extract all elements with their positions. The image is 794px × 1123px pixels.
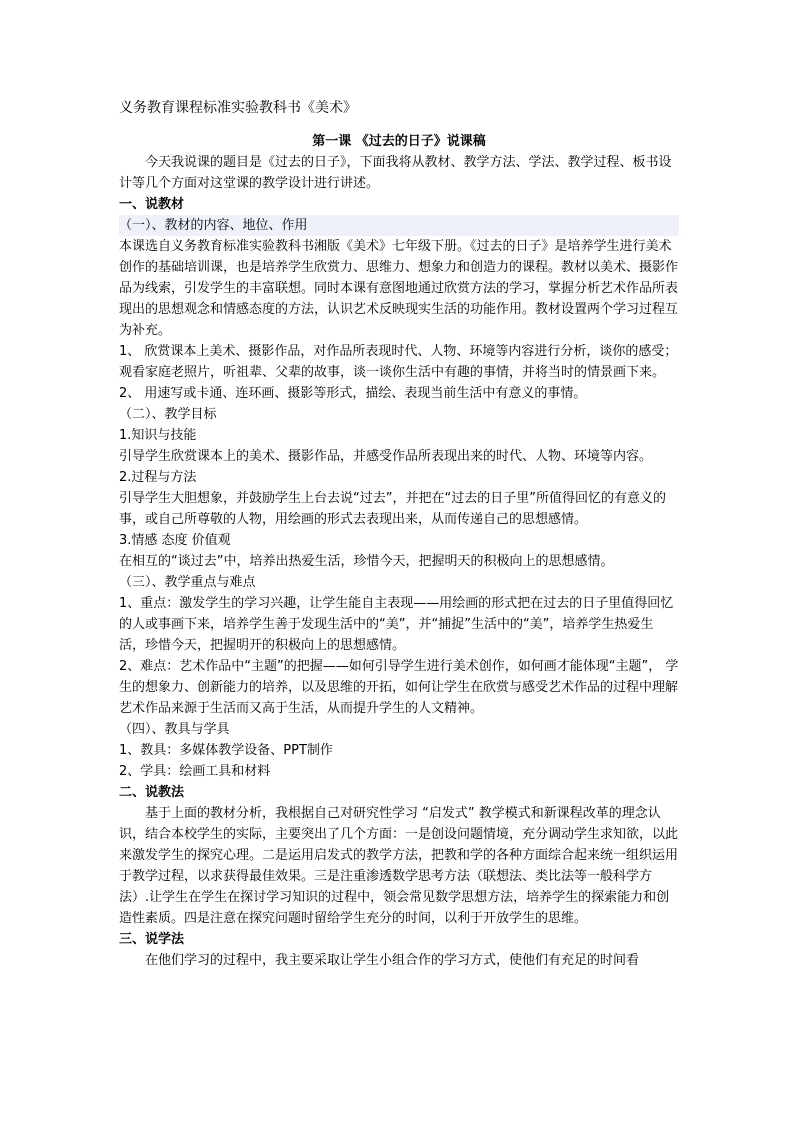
paragraph: 在相互的“谈过去”中，培养出热爱生活，珍惜今天，把握明天的积极向上的思想感情。 <box>119 554 614 569</box>
paragraph: 1、 欣赏课本上美术、摄影作品，对作品所表现时代、人物、环境等内容进行分析，谈你的感受；观看家庭老照片，听祖辈、父辈的故事，谈一谈你生活中有趣的事情，并将当时的情景画下来。 <box>119 344 678 380</box>
paragraph: 1、教具：多媒体教学设备、PPT制作 <box>119 743 333 758</box>
paragraph: 本课选自义务教育标准实验教科书湘版《美术》七年级下册。《过去的日子》是培养学生进行美术创作的基础培训课，也是培养学生欣赏力、思维力、想象力和创造力的课程。教材以美术、摄影作品为线索，引发学生的丰富联想。同时本课有意图地通过欣赏方法的学习，掌握分析艺术作品所表现出的思想观念和情感态度的方法，认识艺术反映现实生活的功能作用。教材设置两个学习过程互为补充。 <box>119 239 679 338</box>
paragraph: 1、重点：激发学生的学习兴趣，让学生能自主表现——用绘画的形式把在过去的日子里值得回忆的人或事画下来，培养学生善于发现生活中的“美”，并“捕捉”生活中的“美”，培养学生热爱生活，珍惜今天，把握明开的积极向上的思想感情。 <box>119 596 674 653</box>
section-heading: 一、说教材 <box>119 197 185 212</box>
document-title: 第一课 《过去的日子》说课稿 <box>312 134 486 149</box>
paragraph: （四）、教具与学具 <box>119 722 230 737</box>
document-body <box>119 97 679 971</box>
paragraph: 2、学具：绘画工具和材料 <box>119 764 271 779</box>
paragraph: （二）、教学目标 <box>119 407 217 422</box>
paragraph: 3.情感 态度 价值观 <box>119 533 231 548</box>
paragraph: 引导学生欣赏课本上的美术、摄影作品，并感受作品所表现出来的时代、人物、环境等内容。 <box>119 449 653 464</box>
paragraph: 引导学生大胆想象，并鼓励学生上台去说“过去”，并把在“过去的日子里”所值得回忆的有意义的事，或自己所尊敬的人物，用绘画的形式去表现出来，从而传递自己的思想感情。 <box>119 491 666 527</box>
paragraph: 基于上面的教材分析，我根据自己对研究性学习 “启发式” 教学模式和新课程改革的理念认识，结合本校学生的实际，主要突出了几个方面：一是创设问题情境，充分调动学生求知欲，以此来激发学生的探究心理。二是运用启发式的教学方法，把教和学的各种方面综合起来统一组织运用于教学过程，以求获得最佳效果。三是注重渗透数学思考方法（联想法、类比法等一般科学方法）.让学生在学生在探讨学习知识的过程中，领会常见数学思想方法，培养学生的探索能力和创造性素质。四是注意在探究问题时留给学生充分的时间，以利于开放学生的思维。 <box>119 806 679 926</box>
paragraph: 2.过程与方法 <box>119 470 197 485</box>
paragraph: 今天我说课的题目是《过去的日子》，下面我将从教材、教学方法、学法、教学过程、板书设计等几个方面对这堂课的教学设计进行讲述。 <box>119 155 672 191</box>
paragraph: 1.知识与技能 <box>119 428 197 443</box>
paragraph: 2、 用速写或卡通、连环画、摄影等形式，描绘、表现当前生活中有意义的事情。 <box>119 386 587 401</box>
paragraph: 在他们学习的过程中，我主要采取让学生小组合作的学习方式，使他们有充足的时间看 <box>145 953 640 968</box>
paragraph: （一）、教材的内容、地位、作用 <box>119 215 679 236</box>
section-heading: 三、说学法 <box>119 932 185 947</box>
section-heading: 二、说教法 <box>119 785 185 800</box>
paragraph: 2、难点：艺术作品中“主题”的把握——如何引导学生进行美术创作，如何画才能体现“主题”， 学生的想象力、创新能力的培养，以及思维的开拓，如何让学生在欣赏与感受艺术作品的过程中理解艺术作品来源于生活而又高于生活，从而提升学生的人文精神。 <box>119 659 679 716</box>
paragraph-list <box>119 152 679 971</box>
paragraph: （三）、教学重点与难点 <box>119 575 256 590</box>
document-header: 义务教育课程标准实验教科书《美术》 <box>119 100 357 116</box>
